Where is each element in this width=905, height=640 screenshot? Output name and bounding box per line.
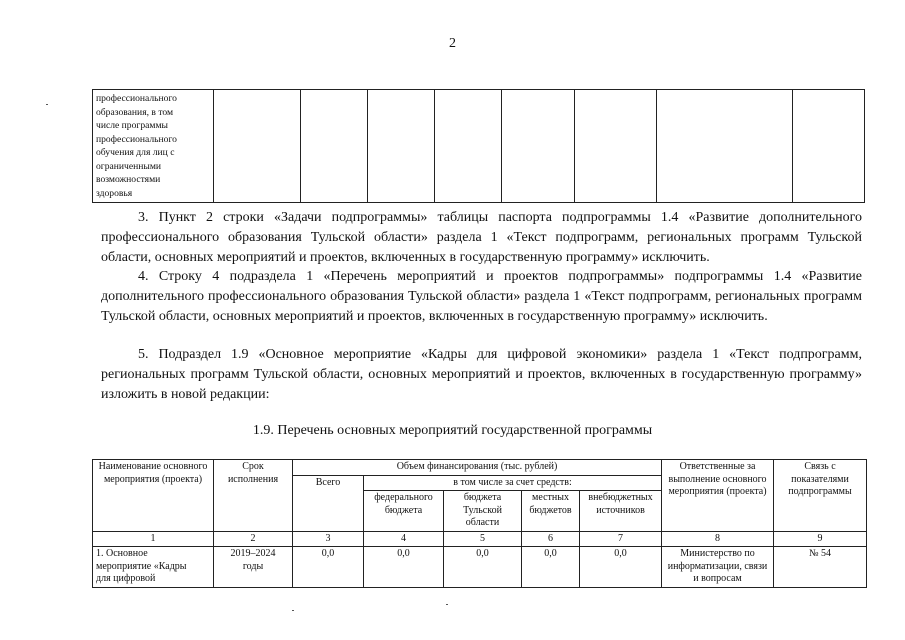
row-regional: 0,0	[444, 547, 522, 588]
continued-table	[92, 89, 865, 203]
row-local: 0,0	[522, 547, 580, 588]
table-row	[93, 547, 867, 588]
row-link: № 54	[774, 547, 867, 588]
table-cell	[502, 90, 575, 203]
page-number: 2	[449, 36, 456, 51]
table-cell	[793, 90, 865, 203]
row-name: 1. Основное мероприятие «Кадры для цифровой	[93, 547, 214, 588]
header-extra: внебюджетных источников	[580, 491, 662, 532]
row-total: 0,0	[293, 547, 364, 588]
row-federal: 0,0	[364, 547, 444, 588]
header-financing: Объем финансирования (тыс. рублей)	[293, 460, 662, 476]
column-number: 7	[580, 531, 662, 547]
table-cell	[657, 90, 793, 203]
table-cell	[435, 90, 502, 203]
header-regional: бюджета Тульской области	[444, 491, 522, 532]
column-number: 4	[364, 531, 444, 547]
column-number: 1	[93, 531, 214, 547]
table-cell	[575, 90, 657, 203]
header-link: Связь с показателями подпрограммы	[774, 460, 867, 532]
paragraph-5: 5. Подраздел 1.9 «Основное мероприятие «Кадры для цифровой экономики» раздела 1 «Текст подпрограмм, региональных программ Тульской области, основных мероприятий и проектов, включенных в государственную программу» изложить в новой редакции:	[101, 347, 862, 402]
table-cell	[214, 90, 301, 203]
column-number: 8	[662, 531, 774, 547]
table-cell	[368, 90, 435, 203]
table-cell	[301, 90, 368, 203]
row-responsible: Министерство по информатизации, связи и вопросам	[662, 547, 774, 588]
cell-text: профессионального образования, в том числе программы профессионального обучения для лиц с ограниченными возможностями здоровья	[96, 93, 177, 199]
header-including: в том числе за счет средств:	[364, 475, 662, 491]
table-cell-name	[93, 90, 214, 203]
scan-speck	[292, 610, 294, 611]
paragraph-4: 4. Строку 4 подраздела 1 «Перечень мероприятий и проектов подпрограммы» подпрограммы 1.4 «Развитие дополнительного профессионального образования Тульской области» раздела 1 «Текст подпрограмм, региональных программ Тульской области, основных мероприятий и проектов, включенных в государственную программу» исключить.	[101, 269, 862, 324]
header-local: местных бюджетов	[522, 491, 580, 532]
header-total: Всего	[293, 475, 364, 531]
column-number: 3	[293, 531, 364, 547]
activities-table	[92, 459, 867, 588]
scan-speck	[46, 104, 48, 105]
column-number: 9	[774, 531, 867, 547]
column-number: 6	[522, 531, 580, 547]
scan-speck	[446, 604, 448, 605]
column-number: 5	[444, 531, 522, 547]
row-term: 2019–2024 годы	[214, 547, 293, 588]
row-extra: 0,0	[580, 547, 662, 588]
header-term: Срок исполнения	[214, 460, 293, 532]
paragraph-3: 3. Пункт 2 строки «Задачи подпрограммы» таблицы паспорта подпрограммы 1.4 «Развитие дополнительного профессионального образования Тульской области» раздела 1 «Текст подпрограмм, региональных программ Тульской области, основных мероприятий и проектов, включенных в государственную программу» исключить.	[101, 210, 862, 265]
column-number: 2	[214, 531, 293, 547]
header-federal: федерального бюджета	[364, 491, 444, 532]
header-name: Наименование основного мероприятия (проекта)	[93, 460, 214, 532]
header-responsible: Ответственные за выполнение основного мероприятия (проекта)	[662, 460, 774, 532]
section-title: 1.9. Перечень основных мероприятий государственной программы	[252, 423, 653, 438]
